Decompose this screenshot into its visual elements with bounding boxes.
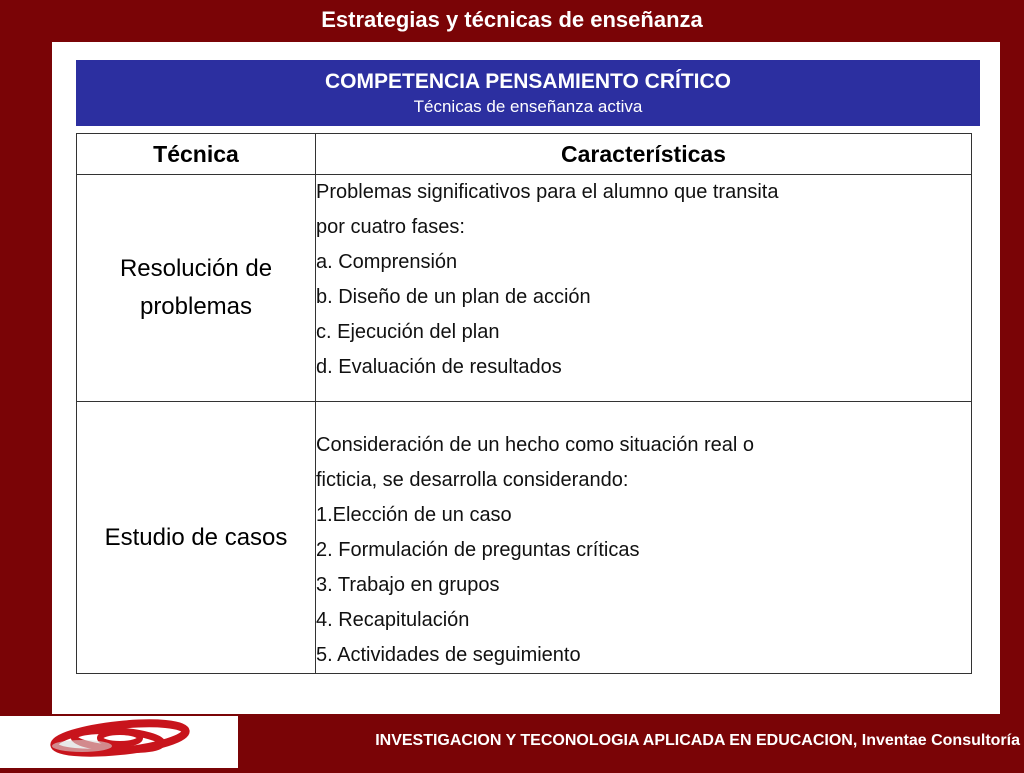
table-row: [77, 175, 972, 402]
characteristic-line: 2. Formulación de preguntas críticas: [316, 539, 640, 561]
characteristic-line: d. Evaluación de resultados: [316, 356, 562, 378]
techniques-table: [76, 133, 972, 674]
characteristic-line: 4. Recapitulación: [316, 609, 470, 631]
slide-title: Estrategias y técnicas de enseñanza: [321, 7, 703, 32]
table-header-row: [77, 134, 972, 175]
technique-cell: [77, 175, 316, 402]
characteristic-line: 3. Trabajo en grupos: [316, 574, 500, 596]
characteristics-cell: [316, 175, 972, 402]
characteristic-line: Consideración de un hecho como situación real o: [316, 434, 755, 456]
footer-text: INVESTIGACION Y TECONOLOGIA APLICADA EN EDUCACION, Inventae Consultoría: [375, 732, 1020, 749]
red-swirl-logo-icon: [0, 716, 238, 768]
characteristic-line: b. Diseño de un plan de acción: [316, 286, 591, 308]
technique-cell: [77, 402, 316, 674]
header-title: COMPETENCIA PENSAMIENTO CRÍTICO: [324, 70, 732, 93]
technique-name-line: Resolución de: [119, 255, 273, 282]
column-header-characteristics: Características: [316, 134, 972, 175]
technique-name-line: Estudio de casos: [104, 523, 288, 551]
characteristic-line: ficticia, se desarrolla considerando:: [316, 469, 629, 491]
column-header-technique: Técnica: [77, 134, 316, 175]
characteristic-line: 5. Actividades de seguimiento: [316, 644, 581, 666]
table-row: [77, 402, 972, 674]
header-banner: [76, 60, 980, 126]
characteristic-line: Problemas significativos para el alumno que transita: [316, 181, 779, 203]
logo-area: [0, 716, 238, 768]
characteristic-line: c. Ejecución del plan: [316, 321, 500, 343]
header-subtitle: Técnicas de enseñanza activa: [413, 97, 643, 116]
characteristic-line: por cuatro fases:: [316, 216, 465, 238]
characteristic-line: 1.Elección de un caso: [316, 504, 512, 526]
characteristic-line: a. Comprensión: [316, 251, 458, 273]
technique-name-line: problemas: [139, 293, 253, 320]
characteristics-cell: [316, 402, 972, 674]
